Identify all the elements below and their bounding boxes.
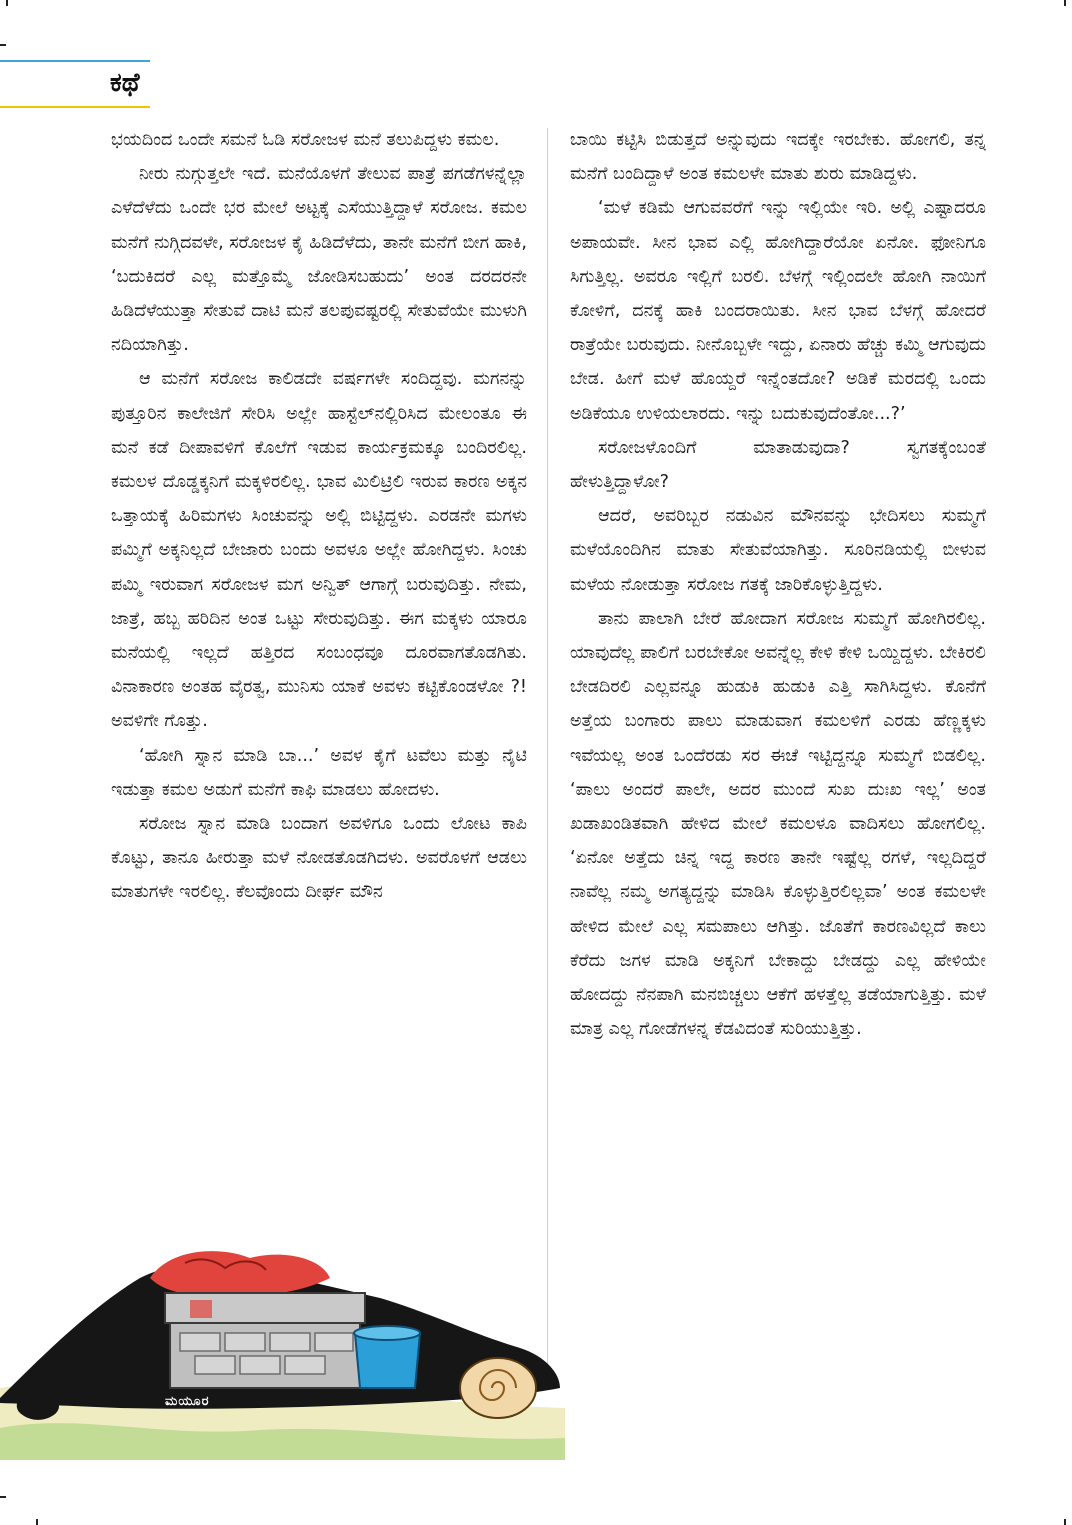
section-rule-bottom (0, 106, 150, 108)
right-paragraph-5: ತಾನು ಪಾಲಾಗಿ ಬೇರೆ ಹೋದಾಗ ಸರೋಜ ಸುಮ್ಮಗೆ ಹೋಗಿರಲಿಲ್ಲ. ಯಾವುದೆಲ್ಲ ಪಾಲಿಗೆ ಬರಬೇಕೋ ಅವನ್ನೆಲ್ಲ ಕೇಳಿ ಕೇಳಿ ಒಯ್ದಿದ್ದಳು. ಬೇಕಿರಲಿ ಬೇಡದಿರಲಿ ಎಲ್ಲವನ್ನೂ ಹುಡುಕಿ ಹುಡುಕಿ ಎತ್ತಿ ಸಾಗಿಸಿದ್ದಳು. ಕೊನೆಗೆ ಅತ್ತೆಯ ಬಂಗಾರು ಪಾಲು ಮಾಡುವಾಗ ಕಮಲಳಿಗೆ ಎರಡು ಹೆಣ್ಣಕ್ಕಳು ಇವೆಯಲ್ಲ ಅಂತ ಒಂದೆರಡು ಸರ ಈಚೆ ಇಟ್ಟಿದ್ದನ್ನೂ ಸುಮ್ಮಗೆ ಬಿಡಲಿಲ್ಲ. ‘ಪಾಲು ಅಂದರೆ ಪಾಲೇ, ಅದರ ಮುಂದೆ ಸುಖ ದುಃಖ ಇಲ್ಲ’ ಅಂತ ಖಡಾಖಂಡಿತವಾಗಿ ಹೇಳಿದ ಮೇಲೆ ಕಮಲಳೂ ವಾದಿಸಲು ಹೋಗಲಿಲ್ಲ. ‘ಏನೋ ಅತ್ತೆದು ಚಿನ್ನ ಇದ್ದ ಕಾರಣ ತಾನೇ ಇಷ್ಟೆಲ್ಲ ರಗಳೆ, ಇಲ್ಲದಿದ್ದರೆ ನಾವೆಲ್ಲ ನಮ್ಮ ಅಗತ್ಯದ್ದನ್ನು ಮಾಡಿಸಿ ಕೊಳ್ಳುತ್ತಿರಲಿಲ್ಲವಾ’ ಅಂತ ಕಮಲಳೇ ಹೇಳಿದ ಮೇಲೆ ಎಲ್ಲ ಸಮಪಾಲು ಆಗಿತ್ತು. ಜೊತೆಗೆ ಕಾರಣವಿಲ್ಲದೆ ಕಾಲು ಕೆರೆದು ಜಗಳ ಮಾಡಿ ಅಕ್ಕನಿಗೆ ಬೇಕಾದ್ದು ಬೇಡದ್ದು ಎಲ್ಲ ಹೇಳಿಯೇ ಹೋದದ್ದು ನೆನಪಾಗಿ ಮನಬಿಚ್ಚಲು ಆಕೆಗೆ ಹಳತ್ತೆಲ್ಲ ತಡೆಯಾಗುತ್ತಿತ್ತು. ಮಳೆ ಮಾತ್ರ ಎಲ್ಲ ಗೋಡೆಗಳನ್ನ ಕೆಡವಿದಂತೆ ಸುರಿಯುತ್ತಿತ್ತು. (570, 608, 986, 1040)
right-paragraph-4: ಆದರೆ, ಅವರಿಬ್ಬರ ನಡುವಿನ ಮೌನವನ್ನು ಭೇದಿಸಲು ಸುಮ್ಮಗೆ ಮಳೆಯೊಂದಿಗಿನ ಮಾತು ಸೇತುವೆಯಾಗಿತ್ತು. ಸೂರಿನಡಿಯಲ್ಲಿ ಬೀಳುವ ಮಳೆಯ ನೋಡುತ್ತಾ ಸರೋಜ ಗತಕ್ಕೆ ಜಾರಿಕೊಳ್ಳುತ್ತಿದ್ದಳು. (570, 506, 986, 595)
left-paragraph-3: ಆ ಮನೆಗೆ ಸರೋಜ ಕಾಲಿಡದೇ ವರ್ಷಗಳೇ ಸಂದಿದ್ದವು. ಮಗನನ್ನು ಪುತ್ತೂರಿನ ಕಾಲೇಜಿಗೆ ಸೇರಿಸಿ ಅಲ್ಲೇ ಹಾಸ್ಟೆಲ್‌ನಲ್ಲಿರಿಸಿದ ಮೇಲಂತೂ ಈ ಮನೆ ಕಡೆ ದೀಪಾವಳಿಗೆ ಕೊಲೆಗೆ ಇಡುವ ಕಾರ್ಯಕ್ರಮಕ್ಕೂ ಬಂದಿರಲಿಲ್ಲ. ಕಮಲಳ ದೊಡ್ಡಕ್ಕನಿಗೆ ಮಕ್ಕಳಿರಲಿಲ್ಲ. ಭಾವ ಮಿಲಿಟ್ರಿಲಿ ಇರುವ ಕಾರಣ ಅಕ್ಕನ ಒತ್ತಾಯಕ್ಕೆ ಹಿರಿಮಗಳು ಸಿಂಚುವನ್ನು ಅಲ್ಲಿ ಬಿಟ್ಟಿದ್ದಳು. ಎರಡನೇ ಮಗಳು ಪಮ್ಮಿಗೆ ಅಕ್ಕನಿಲ್ಲದೆ ಬೇಜಾರು ಬಂದು ಅವಳೂ ಅಲ್ಲೇ ಹೋಗಿದ್ದಳು. ಸಿಂಚು ಪಮ್ಮಿ ಇರುವಾಗ ಸರೋಜಳ ಮಗ ಅನ್ವಿತ್ ಆಗಾಗ್ಗೆ ಬರುವುದಿತ್ತು. ನೇಮ, ಜಾತ್ರೆ, ಹಬ್ಬ ಹರಿದಿನ ಅಂತ ಒಟ್ಟು ಸೇರುವುದಿತ್ತು. ಈಗ ಮಕ್ಕಳು ಯಾರೂ ಮನೆಯಲ್ಲಿ ಇಲ್ಲದೆ ಹತ್ತಿರದ ಸಂಬಂಧವೂ ದೂರವಾಗತೊಡಗಿತು. ವಿನಾಕಾರಣ ಅಂತಹ ವೈರತ್ವ, ಮುನಿಸು ಯಾಕೆ ಅವಳು ಕಟ್ಟಿಕೊಂಡಳೋ ?! ಅವಳಿಗೇ ಗೊತ್ತು. (111, 369, 527, 732)
magazine-mark: ಮಯೂರ (165, 1394, 210, 1409)
left-paragraph-1: ಭಯದಿಂದ ಒಂದೇ ಸಮನೆ ಓಡಿ ಸರೋಜಳ ಮನೆ ತಲುಪಿದ್ದಳು ಕಮಲ. (111, 130, 500, 150)
right-paragraph-3: ಸರೋಜಳೊಂದಿಗೆ ಮಾತಾಡುವುದಾ? ಸ್ವಗತಕ್ಕೆಂಬಂತೆ ಹೇಳುತ್ತಿದ್ದಾಳೋ? (570, 437, 986, 493)
flood-illustration (0, 1238, 565, 1460)
crop-mark (1064, 0, 1066, 6)
crop-mark (36, 1519, 38, 1525)
section-rule-top (0, 60, 150, 62)
left-paragraph-4: ‘ಹೋಗಿ ಸ್ನಾನ ಮಾಡಿ ಬಾ...’ ಅವಳ ಕೈಗೆ ಟವೆಲು ಮತ್ತು ನೈಟಿ ಇಡುತ್ತಾ ಕಮಲ ಅಡುಗೆ ಮನೆಗೆ ಕಾಫಿ ಮಾಡಲು ಹೋದಳು. (111, 745, 527, 800)
left-paragraph-5: ಸರೋಜ ಸ್ನಾನ ಮಾಡಿ ಬಂದಾಗ ಅವಳಿಗೂ ಒಂದು ಲೋಟ ಕಾಪಿ ಕೊಟ್ಟು, ತಾನೂ ಹೀರುತ್ತಾ ಮಳೆ ನೋಡತೊಡಗಿದಳು. ಅವರೊಳಗೆ ಆಡಲು ಮಾತುಗಳೇ ಇರಲಿಲ್ಲ. ಕೆಲವೊಂದು ದೀರ್ಘ ಮೌನ (111, 814, 527, 903)
right-paragraph-2: ‘ಮಳೆ ಕಡಿಮೆ ಆಗುವವರೆಗೆ ಇನ್ನು ಇಲ್ಲಿಯೇ ಇರಿ. ಅಲ್ಲಿ ಎಷ್ಟಾದರೂ ಅಪಾಯವೇ. ಸೀನ ಭಾವ ಎಲ್ಲಿ ಹೋಗಿದ್ದಾರೆಯೋ ಏನೋ. ಫೋನಿಗೂ ಸಿಗುತ್ತಿಲ್ಲ. ಅವರೂ ಇಲ್ಲಿಗೆ ಬರಲಿ. ಬೆಳಗ್ಗೆ ಇಲ್ಲಿಂದಲೇ ಹೋಗಿ ನಾಯಿಗೆ ಕೋಳಿಗೆ, ದನಕ್ಕೆ ಹಾಕಿ ಬಂದರಾಯಿತು. ಸೀನ ಭಾವ ಬೆಳಗ್ಗೆ ಹೋದರೆ ರಾತ್ರೆಯೇ ಬರುವುದು. ನೀನೊಬ್ಬಳೇ ಇದ್ದು, ಏನಾರು ಹೆಚ್ಚು ಕಮ್ಮಿ ಆಗುವುದು ಬೇಡ. ಹೀಗೆ ಮಳೆ ಹೊಯ್ದರೆ ಇನ್ನೆಂತದೋ? ಅಡಿಕೆ ಮರದಲ್ಲಿ ಒಂದು ಅಡಿಕೆಯೂ ಉಳಿಯಲಾರದು. ಇನ್ನು ಬದುಕುವುದೆಂತೋ...?’ (570, 198, 986, 424)
crop-mark (0, 1496, 6, 1498)
right-column (570, 123, 986, 1046)
section-label: ಕಥೆ (110, 68, 140, 98)
crop-mark (1064, 1519, 1066, 1525)
crop-mark (0, 44, 6, 46)
blue-bucket-rim (354, 1326, 420, 1340)
left-paragraph-2: ನೀರು ನುಗ್ಗುತ್ತಲೇ ಇದೆ. ಮನೆಯೊಳಗೆ ತೇಲುವ ಪಾತ್ರೆ ಪಗಡೆಗಳನ್ನೆಲ್ಲಾ ಎಳೆದೆಳೆದು ಒಂದೇ ಭರ ಮೇಲೆ ಅಟ್ಟಕ್ಕೆ ಎಸೆಯುತ್ತಿದ್ದಾಳೆ ಸರೋಜ. ಕಮಲ ಮನೆಗೆ ನುಗ್ಗಿದವಳೇ, ಸರೋಜಳ ಕೈ ಹಿಡಿದೆಳೆದು, ತಾನೇ ಮನೆಗೆ ಬೀಗ ಹಾಕಿ, ‘ಬದುಕಿದರೆ ಎಲ್ಲ ಮತ್ತೊಮ್ಮೆ ಜೋಡಿಸಬಹುದು’ ಅಂತ ದರದರನೇ ಹಿಡಿದೆಳೆಯುತ್ತಾ ಸೇತುವೆ ದಾಟಿ ಮನೆ ತಲಪುವಷ್ಟರಲ್ಲಿ ಸೇತುವೆಯೇ ಮುಳುಗಿ ನದಿಯಾಗಿತ್ತು. (111, 164, 527, 356)
crop-mark (6, 0, 8, 6)
column-divider (547, 128, 548, 1368)
blue-bucket (355, 1333, 420, 1388)
left-column (111, 123, 527, 910)
right-paragraph-1: ಬಾಯಿ ಕಟ್ಟಿಸಿ ಬಿಡುತ್ತದೆ ಅನ್ನುವುದು ಇದಕ್ಕೇ ಇರಬೇಕು. ಹೋಗಲಿ, ತನ್ನ ಮನೆಗೆ ಬಂದಿದ್ದಾಳೆ ಅಂತ ಕಮಲಳೇ ಮಾತು ಶುರು ಮಾಡಿದ್ದಳು. (570, 130, 986, 185)
snail-shell (460, 1358, 536, 1418)
red-smudge (190, 1300, 212, 1318)
